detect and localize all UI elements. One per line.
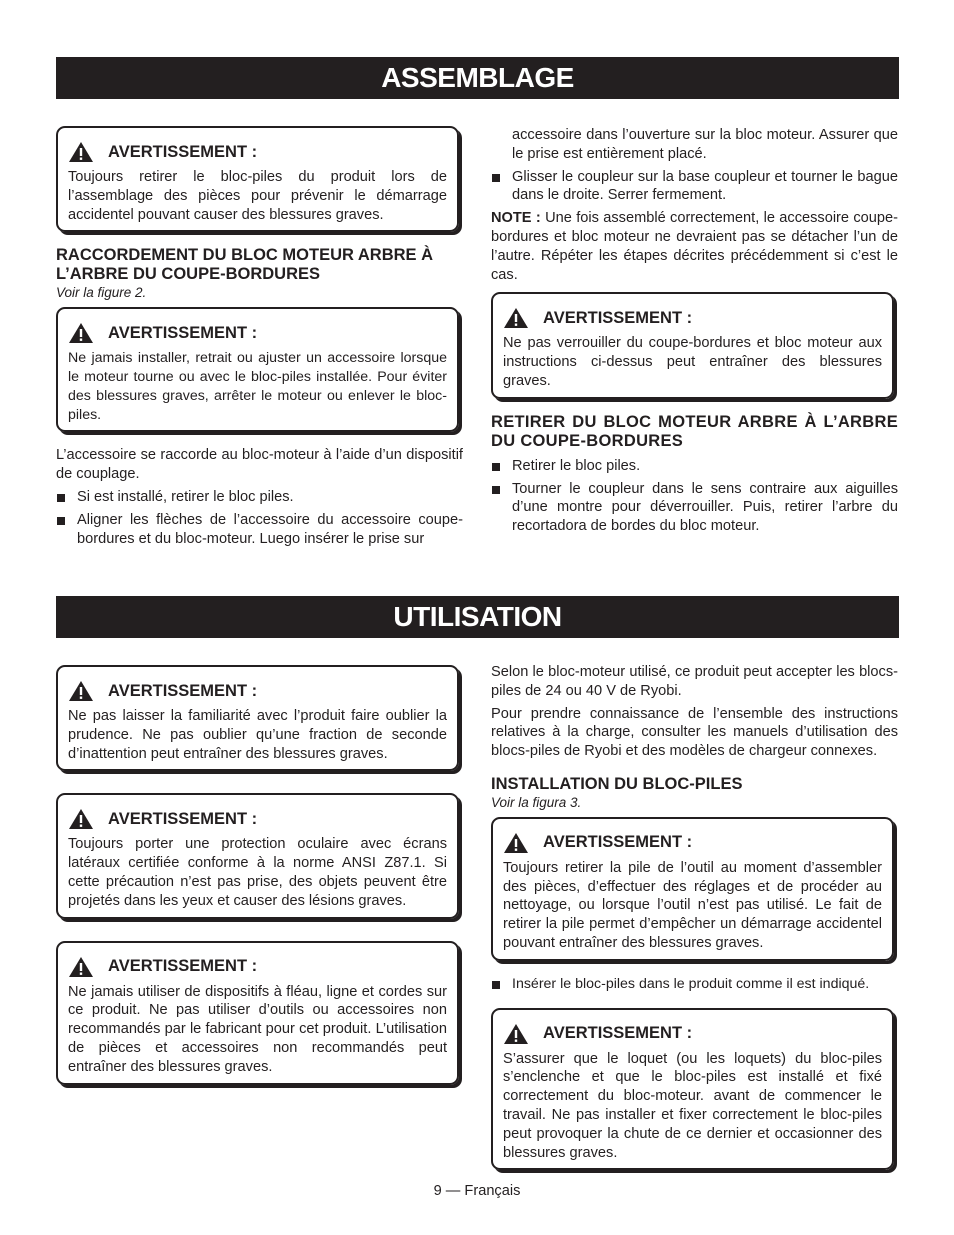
page-footer: 9 — Français [433,1183,521,1199]
warning-box [56,941,459,1085]
warning-triangle-icon [68,680,94,702]
warning-box [491,292,894,398]
warning-header [68,680,447,702]
section-banner-assemblage [56,57,899,99]
warning-title: AVERTISSEMENT : [543,1024,693,1043]
note-label: NOTE : [491,210,541,227]
list-item: Tourner le coupleur dans le sens contraire aux aiguilles d’une montre pour déverrouiller. Puis, retirer l’arbre du recortadora de bordes du bloc moteur. [491,480,898,536]
body-paragraph: L’accessoire se raccorde au bloc-moteur à l’aide d’un dispositif de couplage. [56,447,463,483]
warning-box [56,793,459,918]
bullet-list [56,488,463,548]
list-item: Retirer le bloc piles. [491,457,898,476]
warning-title: AVERTISSEMENT : [108,809,258,828]
utilisation-left-column [56,665,463,1099]
note-text: Une fois assemblé correctement, le accessoire coupe-bordures et bloc moteur ne devraient pas se détacher l’un de l’autre. Répéter les étapes décrites précédemment si c’est le cas. [491,210,898,283]
warning-header [503,1023,882,1045]
body-paragraph: Pour prendre connaissance de l’ensemble des instructions relatives à la charge, consulter les manuels d’utilisation des blocs-piles de Ryobi et des modèles de chargeur connexes. [491,705,898,760]
warning-title: AVERTISSEMENT : [543,833,693,852]
subsection-heading: RETIRER DU BLOC MOTEUR ARBRE À L’ARBRE DU COUPE-BORDURES [491,412,898,450]
warning-box [56,307,459,432]
warning-text: Toujours retirer le bloc-piles du produit lors de l’assemblage des pièces pour prévenir le démarrage accidentel pouvant causer des blessures graves. [68,169,447,223]
warning-box [56,665,459,771]
warning-triangle-icon [68,956,94,978]
warning-text: Ne jamais utiliser de dispositifs à fléau, ligne et cordes sur ce produit. Ne pas utiliser d’outils ou accessoires non recommandés par le fabricant pour cet produit. L’utilisation de pièces et accessoires non recommandés peut entraîner des blessures graves. [68,983,447,1075]
list-item: Insérer le bloc-piles dans le produit comme il est indiqué. [491,975,898,994]
warning-box [491,1008,894,1171]
warning-text: Ne jamais installer, retrait ou ajuster un accessoire lorsque le moteur tourne ou avec le bloc-piles installée. Pour éviter des blessures graves, arrêter le moteur ou enlever le bloc-piles. [68,350,447,423]
list-item: Aligner les flèches de l’accessoire du accessoire coupe-bordures et du bloc-moteur. Luego insérer le prise sur [56,511,463,549]
warning-triangle-icon [68,808,94,830]
warning-text: Toujours porter une protection oculaire avec écrans latéraux certifiée conforme à la norme ANSI Z87.1. Si cette précaution n’est pas prise, des objets peuvent être projetés dans les yeux et causer des lésions graves. [68,836,447,909]
warning-title: AVERTISSEMENT : [108,957,258,976]
warning-text: Ne pas laisser la familiarité avec l’produit faire oublier la prudence. Ne pas oublier qu’une fraction de seconde d’inattention peut entraîner des blessures graves. [68,708,447,762]
list-item: Si est installé, retirer le bloc piles. [56,488,463,507]
note-paragraph [491,209,898,284]
warning-triangle-icon [68,322,94,344]
list-item: Glisser le coupleur sur la base coupleur et tourner le bague dans le droite. Serrer fermement. [491,168,898,206]
warning-triangle-icon [503,1023,529,1045]
warning-header [68,322,447,344]
list-item-continuation: accessoire dans l’ouverture sur la bloc moteur. Assurer que le prise est entièrement placé. [512,127,898,162]
warning-header [503,307,882,329]
subsection-heading: RACCORDEMENT DU BLOC MOTEUR ARBRE À L’ARBRE DU COUPE-BORDURES [56,246,434,284]
utilisation-right-column [491,663,898,1184]
bullet-list [491,457,898,536]
warning-text: S’assurer que le loquet (ou les loquets) du bloc-piles s’enclenche et que le bloc-piles est installé et fixé correctement du bloc-moteur. avant de commencer le travail. Ne pas installer et fixer correctement le bloc-piles peut provoquer la chute de ce dernier et occasionner des blessures graves. [503,1050,882,1161]
warning-title: AVERTISSEMENT : [108,323,258,342]
assemblage-left-column [56,126,463,552]
section-title: ASSEMBLAGE [381,62,574,93]
assemblage-right-column [491,126,898,540]
warning-triangle-icon [503,307,529,329]
bullet-list [491,168,898,206]
warning-header [68,808,447,830]
warning-header [68,141,447,163]
warning-header [68,956,447,978]
subsection-heading: INSTALLATION DU BLOC-PILES [491,774,743,793]
body-paragraph: Selon le bloc-moteur utilisé, ce produit peut accepter les blocs-piles de 24 ou 40 V de Ryobi. [491,664,898,699]
warning-text: Toujours retirer la pile de l’outil au moment d’assembler des pièces, d’effectuer des réglages et de procéder au nettoyage, ou lorsque l’outil n’est pas utilisé. Le fait de retirer la pile permet d’empêcher un démarrage accidentel pouvant entraîner des blessures graves. [503,859,882,951]
section-title: UTILISATION [393,601,562,632]
warning-box [491,817,894,961]
warning-title: AVERTISSEMENT : [543,308,693,327]
warning-title: AVERTISSEMENT : [108,142,258,161]
warning-triangle-icon [503,832,529,854]
warning-triangle-icon [68,141,94,163]
warning-box [56,126,459,232]
section-banner-utilisation [56,596,899,638]
warning-title: AVERTISSEMENT : [108,681,258,700]
figure-reference: Voir la figure 2. [56,285,147,301]
warning-text: Ne pas verrouiller du coupe-bordures et bloc moteur aux instructions ci-dessus peut entraîner des blessures graves. [503,335,882,389]
warning-header [503,832,882,854]
figure-reference: Voir la figura 3. [491,794,582,810]
bullet-list [491,975,898,994]
